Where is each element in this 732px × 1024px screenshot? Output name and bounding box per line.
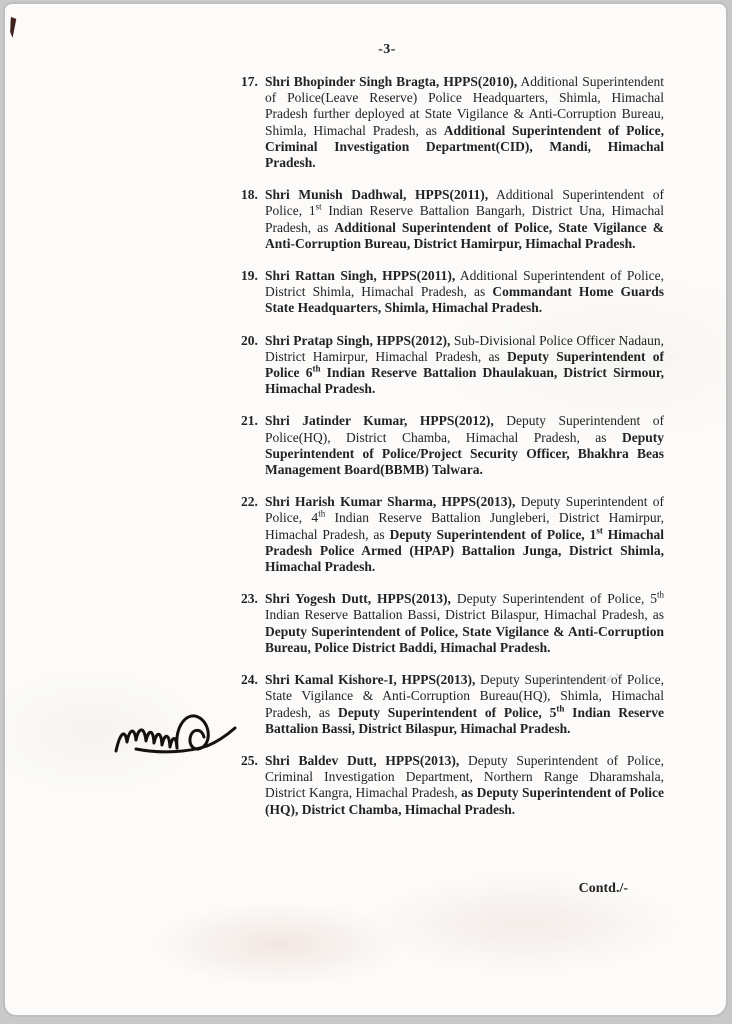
item-number: 24. — [241, 672, 258, 688]
item-text: Shri Harish Kumar Sharma, HPPS(2013), Deputy Superintendent of Police, 4th Indian Reserve Battalion Jungleberi, District Hamirpur, Himachal Pradesh, as Deputy Superintendent of Police, 1st Himachal Pradesh Police Armed (HPAP) Battalion Junga, District Shimla, Himachal Pradesh. — [265, 494, 665, 575]
list-item — [241, 413, 664, 478]
document-page — [3, 2, 728, 1017]
item-text: Shri Rattan Singh, HPPS(2011), Additional Superintendent of Police, District Shimla, Himachal Pradesh, as Commandant Home Guards State Headquarters, Shimla, Himachal Pradesh. — [265, 268, 664, 316]
item-text: Shri Pratap Singh, HPPS(2012), Sub-Divisional Police Officer Nadaun, District Hamirpur, Himachal Pradesh, as Deputy Superintendent of Police 6th Indian Reserve Battalion Dhaulakuan, District Sirmour, Himachal Pradesh. — [265, 332, 665, 397]
item-number: 23. — [241, 591, 258, 607]
stamp-smudge — [531, 666, 635, 694]
list-item — [241, 494, 664, 575]
item-number: 22. — [241, 494, 258, 510]
list-item — [241, 74, 664, 171]
contd-label: Contd./- — [578, 881, 628, 896]
item-text: Shri Bhopinder Singh Bragta, HPPS(2010), Additional Superintendent of Police(Leave Reserve) Police Headquarters, Shimla, Himachal Pradesh further deployed at State Vigilance & Anti-Corruption Bureau, Shimla, Himachal Pradesh, as Additional Superintendent of Police, Criminal Investigation Department(CID), Mandi, Himachal Pradesh. — [265, 74, 665, 171]
list-item — [241, 268, 664, 317]
item-text: Shri Kamal Kishore-I, HPPS(2013), Deputy Superintendent of Police, State Vigilance & Anti-Corruption Bureau(HQ), Shimla, Himachal Pradesh, as Deputy Superintendent of Police, 5th Indian Reserve Battalion Bassi, District Bilaspur, Himachal Pradesh. — [265, 672, 664, 736]
item-number: 19. — [241, 268, 258, 284]
list-item — [241, 187, 664, 252]
page-number: -3- — [378, 42, 396, 57]
item-number: 25. — [241, 752, 258, 768]
item-text: Shri Yogesh Dutt, HPPS(2013), Deputy Superintendent of Police, 5th Indian Reserve Battalion Bassi, District Bilaspur, Himachal Pradesh, as Deputy Superintendent of Police, State Vigilance & Anti-Corruption Bureau, Police District Baddi, Himachal Pradesh. — [265, 589, 664, 655]
item-number: 17. — [241, 74, 258, 89]
item-number: 18. — [241, 187, 258, 203]
signature-ink — [111, 707, 239, 763]
item-number: 21. — [241, 413, 258, 429]
list-item — [241, 753, 664, 818]
list-item — [241, 591, 664, 656]
item-text: Shri Jatinder Kumar, HPPS(2012), Deputy Superintendent of Police(HQ), District Chamba, Himachal Pradesh, as Deputy Superintendent of Police/Project Security Officer, Bhakhra Beas Management Board(BBMB) Talwara. — [265, 413, 664, 478]
item-text: Shri Munish Dadhwal, HPPS(2011), Additional Superintendent of Police, 1st Indian Reserve Battalion Bangarh, District Una, Himachal Pradesh, as Additional Superintendent of Police, State Vigilance & Anti-Corruption Bureau, District Hamirpur, Himachal Pradesh. — [265, 187, 665, 251]
item-number: 20. — [241, 332, 258, 348]
item-text: Shri Baldev Dutt, HPPS(2013), Deputy Superintendent of Police, Criminal Investigation Department, Northern Range Dharamshala, District Kangra, Himachal Pradesh, as Deputy Superintendent of Police (HQ), District Chamba, Himachal Pradesh. — [265, 752, 664, 817]
transfer-list — [241, 74, 664, 834]
list-item — [241, 333, 664, 398]
pen-mark — [9, 17, 16, 38]
